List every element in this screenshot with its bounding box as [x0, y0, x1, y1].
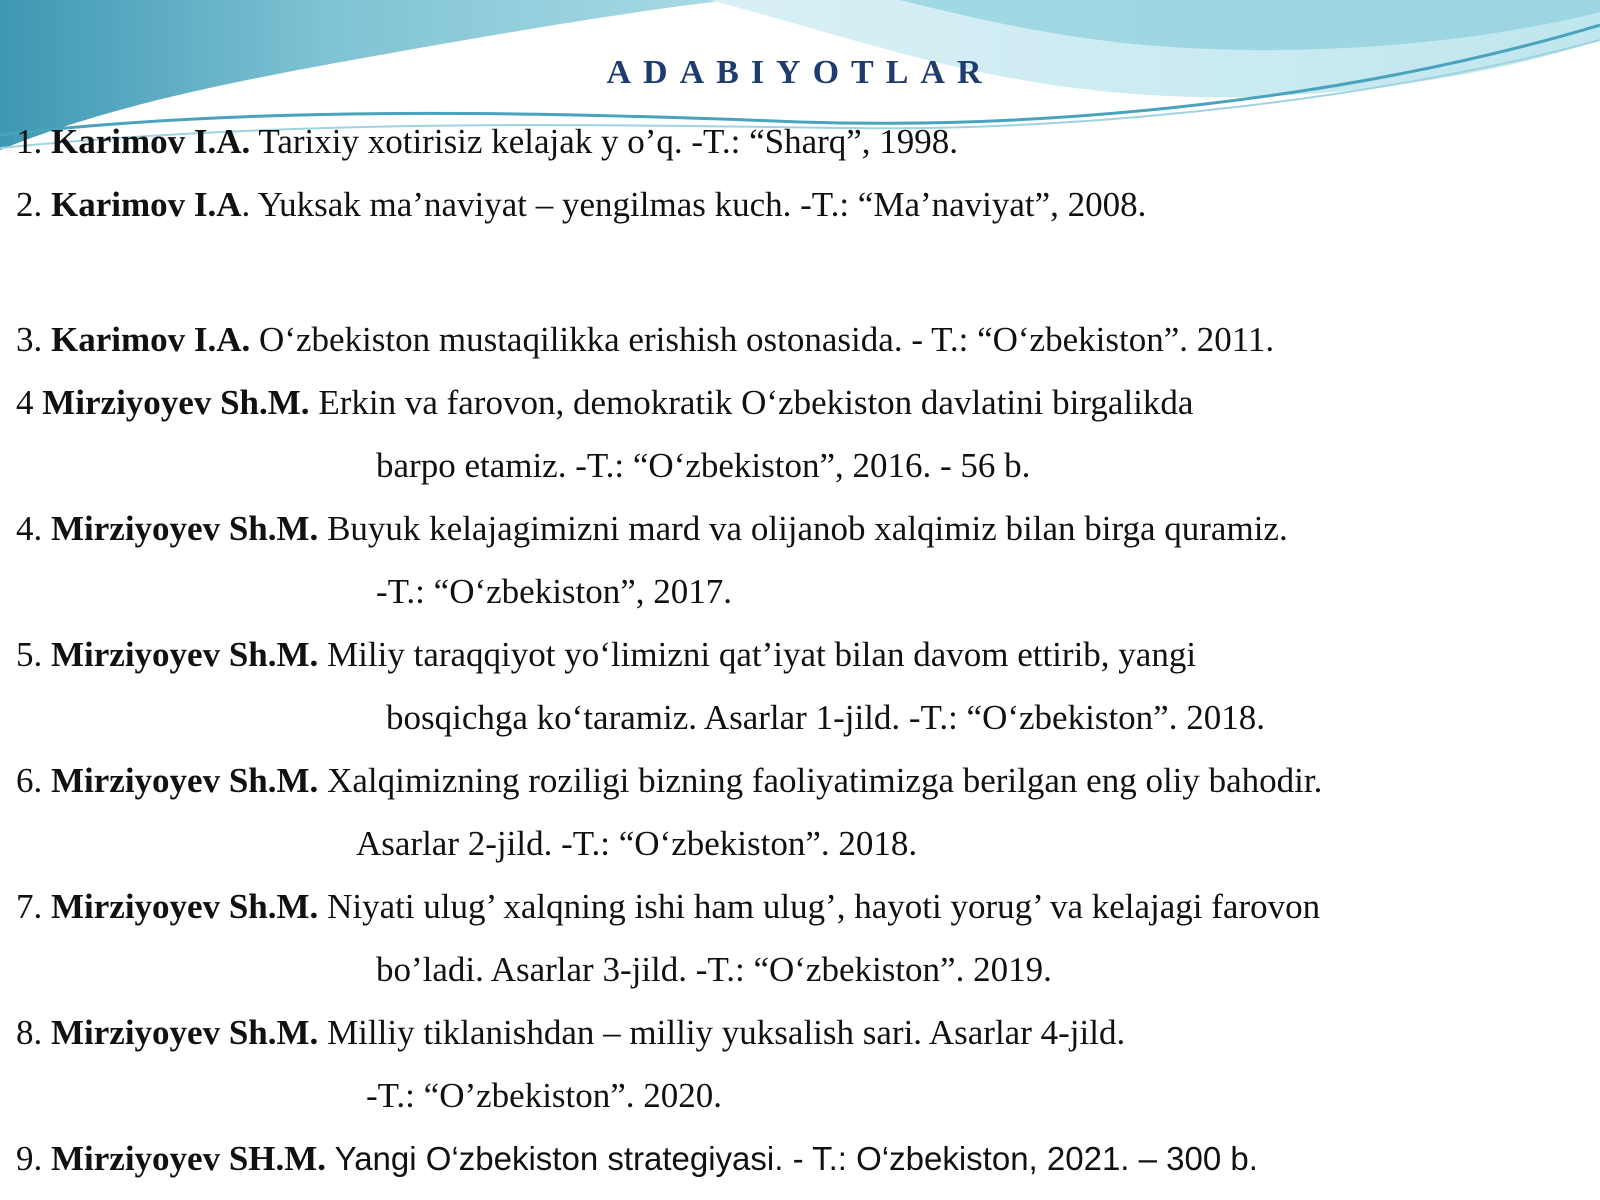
item-text: Niyati ulug’ xalqning ishi ham ulug’, hayoti yorug’ va kelajagi farovon: [318, 887, 1321, 926]
list-item: [16, 122, 958, 162]
item-number: 2.: [16, 185, 43, 224]
list-item: [16, 635, 1196, 675]
item-text: Xalqimizning roziligi bizning faoliyatimizga berilgan eng oliy bahodir.: [318, 761, 1323, 800]
item-number: 7.: [16, 887, 43, 926]
list-item: [16, 1013, 1125, 1053]
item-author: Mirziyoyev Sh.M.: [51, 509, 319, 548]
item-text: Milliy tiklanishdan – milliy yuksalish sari. Asarlar 4-jild.: [318, 1013, 1126, 1052]
item-number: 6.: [16, 761, 43, 800]
item-number: 8.: [16, 1013, 43, 1052]
list-item: [16, 185, 1146, 225]
list-item: [16, 320, 1274, 360]
item-number: 3.: [16, 320, 43, 359]
item-text: Yangi O‘zbekiston strategiyasi. - T.: O‘zbekiston, 2021. – 300 b.: [326, 1140, 1258, 1177]
item-text: Miliy taraqqiyot yo‘limizni qat’iyat bilan davom ettirib, yangi: [318, 635, 1197, 674]
item-number: 1.: [16, 122, 43, 161]
item-author: Karimov I.A: [51, 185, 242, 224]
list-item-continuation: bo’ladi. Asarlar 3-jild. -T.: “O‘zbekiston”. 2019.: [376, 950, 1052, 989]
page-title: ADABIYOTLAR: [606, 54, 994, 91]
item-number: 4: [16, 383, 34, 422]
item-text: . Yuksak ma’naviyat – yengilmas kuch. -T.: “Ma’naviyat”, 2008.: [241, 185, 1147, 224]
item-author: Mirziyoyev SH.M.: [51, 1139, 327, 1178]
item-number: 9.: [16, 1139, 43, 1178]
item-author: Mirziyoyev Sh.M.: [51, 1013, 319, 1052]
item-author: Mirziyoyev Sh.M.: [51, 635, 319, 674]
item-text: Buyuk kelajagimizni mard va olijanob xalqimiz bilan birga quramiz.: [318, 509, 1288, 548]
item-author: Karimov I.A.: [42, 320, 251, 359]
list-item-continuation: barpo etamiz. -T.: “O‘zbekiston”, 2016. - 56 b.: [376, 446, 1031, 485]
item-author: Mirziyoyev Sh.M.: [51, 761, 319, 800]
list-item-continuation: -T.: “O’zbekiston”. 2020.: [366, 1076, 723, 1115]
item-author: Mirziyoyev Sh.M.: [51, 887, 319, 926]
item-author: Mirziyoyev Sh.M.: [42, 383, 310, 422]
list-item: [16, 509, 1288, 549]
list-item-continuation: Asarlar 2-jild. -T.: “O‘zbekiston”. 2018.: [356, 824, 918, 863]
list-item: [16, 887, 1320, 927]
item-text: Erkin va farovon, demokratik O‘zbekiston davlatini birgalikda: [309, 383, 1194, 422]
item-text: Tarixiy xotirisiz kelajak y o’q. -T.: “Sharq”, 1998.: [250, 122, 959, 161]
item-text: O‘zbekiston mustaqilikka erishish ostonasida. - T.: “O‘zbekiston”. 2011.: [250, 320, 1275, 359]
item-number: 5.: [16, 635, 43, 674]
list-item-continuation: bosqichga ko‘taramiz. Asarlar 1-jild. -T.: “O‘zbekiston”. 2018.: [386, 698, 1265, 737]
list-item: [16, 761, 1322, 801]
list-item: [16, 383, 1193, 423]
list-item: [16, 1139, 1258, 1179]
item-author: Karimov I.A.: [51, 122, 251, 161]
item-number: 4.: [16, 509, 43, 548]
list-item-continuation: -T.: “O‘zbekiston”, 2017.: [376, 572, 733, 611]
